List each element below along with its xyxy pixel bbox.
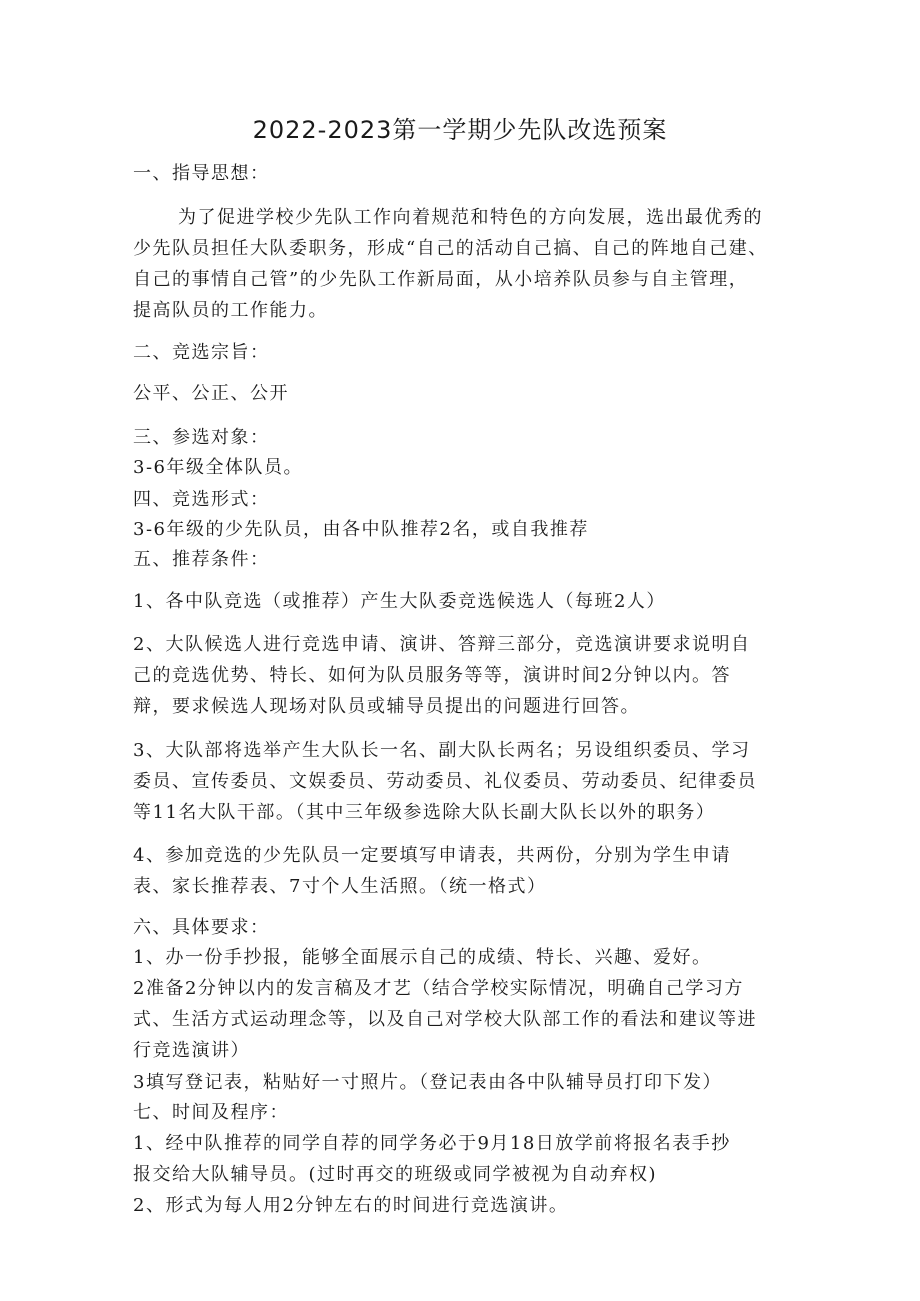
- paragraph-line: 表、家长推荐表、7寸个人生活照。（统一格式）: [133, 876, 547, 897]
- paragraph-line: 等11名大队干部。（其中三年级参选除大队长副大队长以外的职务）: [133, 802, 716, 823]
- list-item: 1、各中队竞选（或推荐）产生大队委竞选候选人（每班2人）: [133, 591, 666, 612]
- list-item: 2准备2分钟以内的发言稿及才艺（结合学校实际情况，明确自己学习方: [133, 978, 744, 999]
- paragraph-line: 行竞选演讲）: [133, 1040, 250, 1061]
- paragraph-line: 式、生活方式运动理念等，以及自己对学校大队部工作的看法和建议等进: [133, 1009, 757, 1030]
- list-item: 3填写登记表，粘贴好一寸照片。（登记表由各中队辅导员打印下发）: [133, 1072, 722, 1093]
- list-item: 1、经中队推荐的同学自荐的同学务必于9月18日放学前将报名表手抄: [133, 1133, 731, 1154]
- section-heading-schedule: 七、时间及程序：: [133, 1102, 289, 1123]
- section-heading-participants: 三、参选对象：: [133, 427, 270, 448]
- document-title: 2022-2023第一学期少先队改选预案: [252, 116, 668, 144]
- list-item: 4、参加竞选的少先队员一定要填写申请表，共两份，分别为学生申请: [133, 845, 731, 866]
- list-item: 3、大队部将选举产生大队长一名、副大队长两名；另设组织委员、学习: [133, 740, 751, 761]
- paragraph-line: 3-6年级的少先队员，由各中队推荐2名，或自我推荐: [133, 519, 589, 540]
- section-heading-format: 四、竞选形式：: [133, 489, 270, 510]
- section-heading-requirements: 六、具体要求：: [133, 917, 270, 938]
- section-heading-guiding-thought: 一、指导思想：: [133, 163, 270, 184]
- paragraph-line: 少先队员担任大队委职务，形成“自己的活动自己搞、自己的阵地自己建、: [133, 238, 768, 259]
- paragraph-line: 提高队员的工作能力。: [133, 300, 328, 321]
- list-item: 2、形式为每人用2分钟左右的时间进行竞选演讲。: [133, 1195, 569, 1216]
- paragraph-line: 为了促进学校少先队工作向着规范和特色的方向发展，选出最优秀的: [178, 207, 763, 228]
- paragraph-line: 辩，要求候选人现场对队员或辅导员提出的问题进行回答。: [133, 696, 640, 717]
- section-heading-purpose: 二、竞选宗旨：: [133, 342, 270, 363]
- paragraph-line: 自己的事情自己管”的少先队工作新局面，从小培养队员参与自主管理，: [133, 269, 749, 290]
- paragraph-line: 己的竞选优势、特长、如何为队员服务等等，演讲时间2分钟以内。答: [133, 665, 731, 686]
- list-item: 2、大队候选人进行竞选申请、演讲、答辩三部分，竞选演讲要求说明自: [133, 634, 751, 655]
- paragraph-line: 3-6年级全体队员。: [133, 457, 303, 478]
- list-item: 1、办一份手抄报，能够全面展示自己的成绩、特长、兴趣、爱好。: [133, 947, 712, 968]
- paragraph-line: 委员、宣传委员、文娱委员、劳动委员、礼仪委员、劳动委员、纪律委员: [133, 771, 757, 792]
- paragraph-line: 公平、公正、公开: [133, 383, 289, 404]
- section-heading-conditions: 五、推荐条件：: [133, 549, 270, 570]
- paragraph-line: 报交给大队辅导员。(过时再交的班级或同学被视为自动弃权): [133, 1164, 658, 1185]
